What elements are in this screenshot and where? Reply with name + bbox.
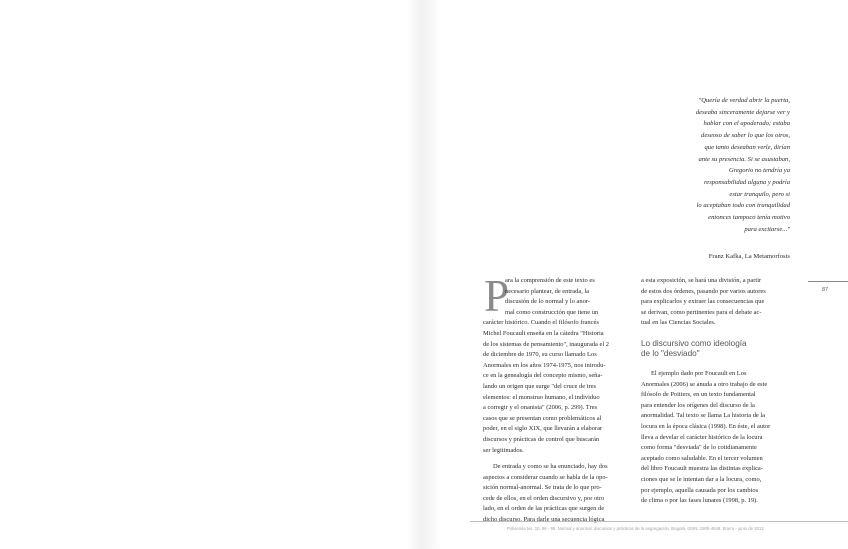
body-line: lando un origen que surge "del cruce de tres (483, 382, 596, 390)
body-line: carácter histórico. Cuando el filósofo francés (483, 319, 599, 327)
right-column-section (641, 369, 791, 507)
epigraph-line: deseaba sinceramente dejarse ver y (695, 108, 790, 116)
body-line: para entender los orígenes del discurso de la (641, 401, 755, 409)
body-line: tual en las Ciencias Sociales. (641, 319, 716, 327)
footer-citation: Polisemia No. 10, 86 - 95. Normal y anormal: discursos y prácticas de la segregación. Bogotá, ISSN: 1900-4648. Enero - junio de 2012 (507, 526, 764, 531)
epigraph (640, 95, 790, 235)
body-line: para explicarlos y extraer las consecuencias que (641, 298, 765, 306)
body-line: elementos: el monstruo humano, el individuo (483, 393, 600, 401)
body-line: ce en la genealogía del concepto mismo, seña- (483, 372, 603, 380)
body-line: de diciembre de 1970, su curso llamado Los (483, 351, 597, 359)
page-gutter-shadow (406, 0, 442, 549)
body-line: De entrada y como se ha enunciado, hay dos (493, 463, 608, 471)
epigraph-line: responsabilidad alguna y podría (703, 178, 790, 186)
body-line: de los sistemas de pensamiento", inaugurada el 2 (483, 340, 609, 348)
page-number: 87 (822, 287, 829, 293)
body-line: locura en la época clásica (1998). En éste, el autor (641, 422, 771, 430)
body-line: de estos dos órdenes, pasando por varios autores (641, 287, 766, 295)
body-line: a corregir y el onanista" (2006, p. 299). Tres (483, 404, 598, 412)
body-line: anormalidad. Tal texto se llama La historia de la (641, 412, 766, 420)
body-line: lleva a develar el carácter histórico de la locura (641, 433, 763, 441)
epigraph-line: ante su presencia. Si se asustaban, (698, 155, 790, 163)
body-line: de clima o por las fases lunares (1998, p. 19). (641, 497, 758, 505)
body-line: filósofo de Poitiers, en un texto fundamental (641, 391, 756, 399)
drop-cap: P (484, 271, 510, 321)
body-line: como forma "desviada" de lo cotidianamente (641, 444, 757, 452)
body-line: se derivan, como pertinentes para el debate ac- (641, 308, 762, 316)
body-line: dicho discurso. Para darle una secuencia lógica (483, 516, 605, 524)
body-line: Anormales en los años 1974-1975, nos introdu- (483, 361, 606, 369)
footer-rule (470, 521, 848, 522)
epigraph-line: hablar con el apoderado; estaba (703, 120, 790, 128)
body-line: ara la comprensión de este texto es (505, 277, 595, 284)
epigraph-line: para excitarse..." (744, 225, 790, 233)
epigraph-line: estar tranquilo, pero si (729, 190, 790, 198)
section-heading-line: Lo discursivo como ideología (641, 339, 747, 348)
right-column-intro (641, 276, 791, 329)
body-line: ciones que se le intentan dar a la locura, como, (641, 475, 762, 483)
body-line: necesario plantear, de entrada, la (505, 287, 590, 295)
body-line: lado, en el orden de las prácticas que surgen de (483, 505, 605, 513)
body-line: sición normal-anormal. Se trata de lo que pro- (483, 484, 602, 492)
epigraph-line: que tanto deseaban verle, dirían (704, 143, 790, 151)
body-line: a esta exposición, se hará una división, a partir (641, 277, 762, 284)
body-line: por ejemplo, aquella causada por los cambios (641, 486, 759, 494)
epigraph-line: "Quería de verdad abrir la puerta, (698, 97, 790, 104)
body-line: El ejemplo dado por Foucault en Los (651, 370, 747, 377)
body-line: Anormales (2006) se anuda a otro trabajo de este (641, 380, 768, 388)
section-heading (641, 339, 791, 360)
body-line: del libro Foucault muestra las distintas explica- (641, 465, 763, 473)
epigraph-line: deseoso de saber lo que los otros, (701, 132, 790, 140)
body-line: casos que se presentan como problemáticos al (483, 414, 602, 422)
body-line: discursos y prácticas de control que buscarán (483, 435, 600, 443)
body-line: cede de ellos, en el orden discursivo y, por otro (483, 494, 605, 502)
body-line: Michel Foucault enseña en la cátedra "Historia (483, 329, 604, 337)
left-column (483, 271, 633, 526)
section-heading-line: de lo "desviado" (641, 349, 700, 359)
epigraph-line: lo aceptaban todo con tranquilidad (696, 202, 790, 210)
epigraph-line: Gregorio no tendría ya (728, 167, 790, 175)
body-line: aspectos a considerar cuando se habla de la opo- (483, 473, 608, 481)
body-line: aceptado como saludable. En el tercer volumen (641, 454, 763, 462)
epigraph-line: entonces tampoco tenía motivo (708, 214, 790, 222)
body-line: discusión de lo normal y lo anor- (505, 298, 590, 306)
body-line: mal como construcción que tiene un (505, 308, 599, 316)
body-line: ser legitimados. (483, 446, 524, 454)
body-line: poder, en el siglo XIX, que llevarán a elaborar (483, 425, 603, 433)
epigraph-attribution: Franz Kafka, La Metamorfosis (708, 253, 790, 260)
